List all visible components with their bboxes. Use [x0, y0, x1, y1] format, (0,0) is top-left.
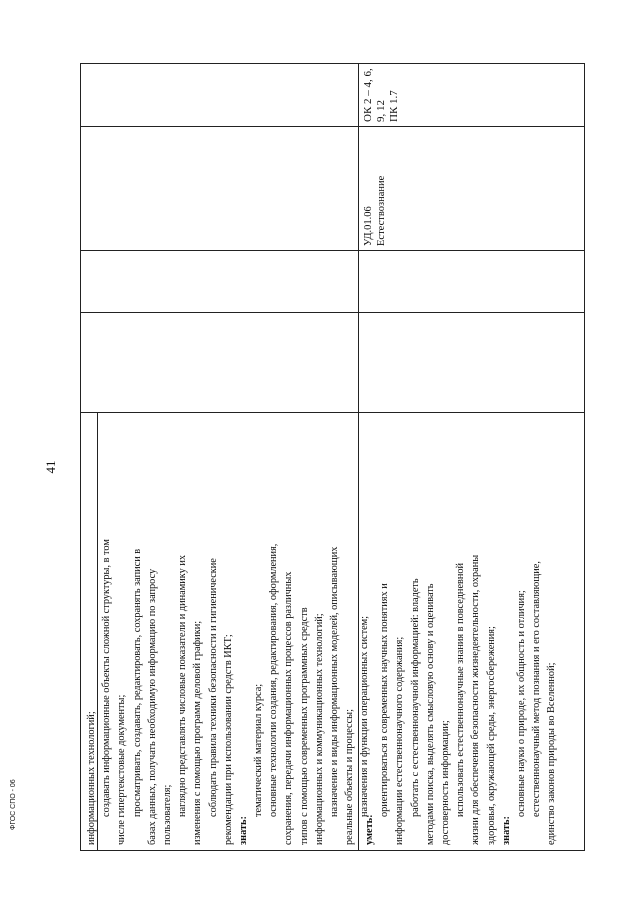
- requirement-line: информации естественнонаучного содержания;: [394, 636, 406, 845]
- discipline-name: Естествознание: [376, 175, 387, 246]
- requirement-line: основные технологии создания, редактирования, оформления,: [268, 543, 280, 817]
- requirement-line: типов с помощью современных программных средств: [298, 607, 310, 845]
- natural-science-requirements-text: [362, 555, 559, 845]
- requirement-line: методами поиска, выделять смысловую основу и оценивать: [424, 583, 436, 845]
- requirement-line: сохранения, передачи информационных процессов различных: [283, 571, 295, 845]
- discipline-cell: [362, 176, 388, 246]
- requirement-line: жизни для обеспечения безопасности жизнедеятельности, охраны: [470, 554, 482, 845]
- table-border-right: [584, 63, 585, 851]
- know-heading: знать:: [237, 816, 249, 845]
- requirement-line: работать с естественнонаучной информацией: владеть: [409, 578, 421, 817]
- requirement-line: назначение и виды информационных моделей, описывающих: [329, 546, 340, 817]
- requirement-line: тематический материал курса;: [253, 683, 265, 817]
- competency-line: ПК 1.7: [388, 90, 400, 122]
- competency-line: 9, 12: [375, 100, 387, 122]
- discipline-code: УД.01.06: [363, 206, 374, 246]
- requirement-line: изменения с помощью программ деловой графики;: [192, 620, 204, 845]
- column-divider-3: [80, 250, 585, 251]
- requirement-line: создавать информационные объекты сложной структуры, в том: [101, 539, 113, 817]
- requirement-line: реальные объекты и процессы;: [344, 709, 356, 845]
- requirement-line: базах данных, получать необходимую информацию по запросу: [146, 568, 158, 845]
- requirement-line: рекомендации при использовании средств ИКТ;: [222, 634, 234, 845]
- informatics-requirements-text: [84, 539, 373, 845]
- page-number: 41: [43, 460, 58, 474]
- requirement-line: основные науки о природе, их общность и отличия;: [515, 590, 527, 817]
- requirement-line: информационных и коммуникационных технологий;: [313, 613, 325, 845]
- table-border-left: [80, 63, 81, 851]
- requirement-line: назначения и функции операционных систем;: [359, 615, 371, 817]
- requirement-line: информационных технологий;: [86, 711, 97, 845]
- requirement-line: пользователя;: [161, 784, 173, 845]
- table-border-bottom: [80, 850, 585, 851]
- can-heading: уметь:: [364, 814, 375, 845]
- competencies-cell: [362, 68, 401, 122]
- column-divider-1: [80, 412, 585, 413]
- requirement-line: естественнонаучный метод познания и его составляющие,: [531, 561, 543, 817]
- requirement-line: соблюдать правила техники безопасности и гигиенические: [207, 558, 219, 817]
- footer-code: ФГОС СПО - 06: [10, 779, 17, 830]
- requirement-line: наглядно представлять числовые показатели и динамику их: [177, 555, 189, 817]
- requirement-line: достоверность информации;: [439, 720, 451, 845]
- requirement-line: использовать естественнонаучные знания в повседневной: [455, 562, 467, 817]
- requirement-line: просматривать, создавать, редактировать, сохранять записи в: [131, 548, 143, 817]
- know-heading: знать:: [500, 816, 512, 845]
- competency-line: ОК 2 – 4, 6,: [362, 68, 374, 122]
- column-divider-2: [80, 312, 585, 313]
- requirement-line: ориентироваться в современных научных понятиях и: [379, 583, 391, 817]
- requirement-line: числе гипертекстовые документы;: [116, 694, 128, 845]
- table-border-top: [80, 63, 585, 64]
- requirement-line: единство законов природы во Вселенной;: [546, 662, 558, 845]
- requirement-line: здоровья, окружающей среды, энергосбережения;: [485, 626, 497, 845]
- column-divider-4: [80, 126, 585, 127]
